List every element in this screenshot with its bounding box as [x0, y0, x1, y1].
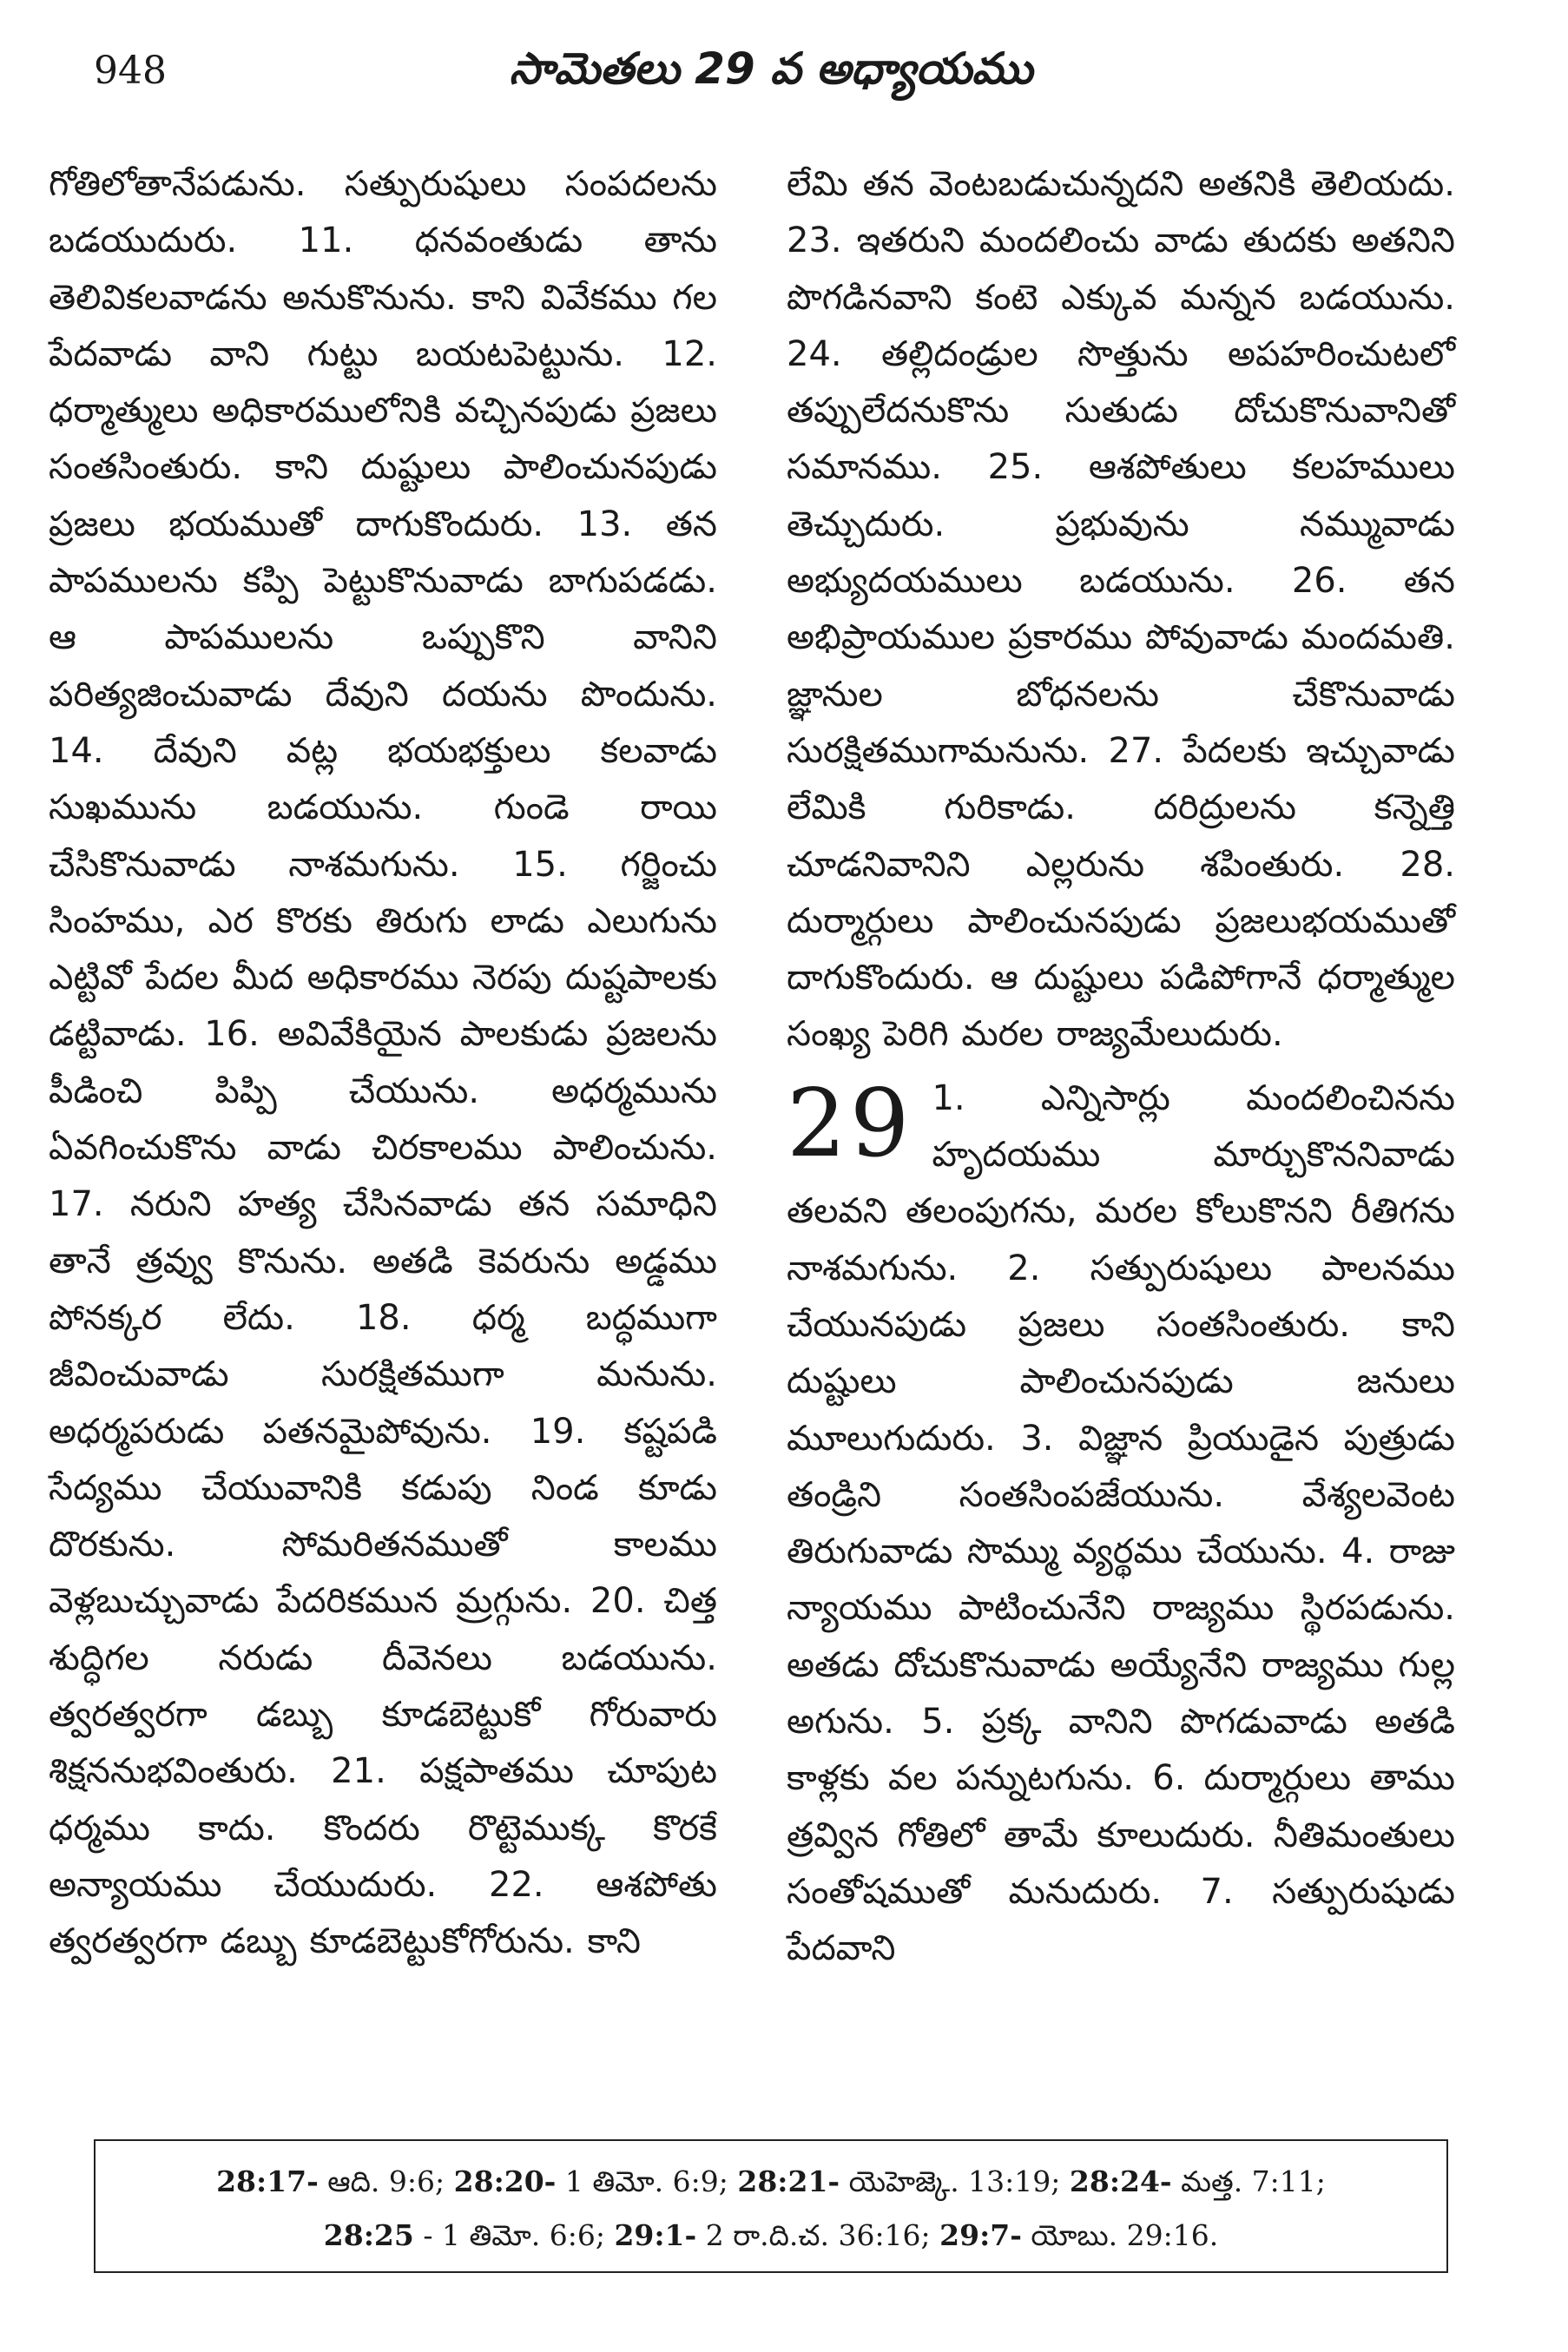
right-column [787, 156, 1455, 1978]
reference-label: 29:1- [614, 2218, 697, 2252]
chapter-title: సామెతలు 29 వ అధ్యాయము [509, 43, 1033, 94]
reference-label: 28:21- [737, 2164, 840, 2198]
references-line-2 [96, 2209, 1446, 2263]
reference-label: 28:24- [1069, 2164, 1172, 2198]
references-line-1 [96, 2155, 1446, 2209]
reference-text: ఆది. 9:6; [318, 2164, 454, 2198]
reference-text: - 1 తిమో. 6:6; [413, 2218, 615, 2252]
reference-text: యోబు. 29:16. [1021, 2218, 1219, 2252]
left-column-text: గోతిలోతానేపడును. సత్పురుషులు సంపదలను బడయుదురు. 11. ధనవంతుడు తాను తెలివికలవాడను అనుకొనును. కాని వివేకము గల పేదవాడు వాని గుట్టు బయటపెట్టును. 12. ధర్మాత్ములు అధికారములోనికి వచ్చినపుడు ప్రజలు సంతసింతురు. కాని దుష్టులు పాలించునపుడు ప్రజలు భయముతో దాగుకొందురు. 13. తన పాపములను కప్పి పెట్టుకొనువాడు బాగుపడడు. ఆ పాపములను ఒప్పుకొని వానిని పరిత్యజించువాడు దేవుని దయను పొందును. 14. దేవుని వట్ల భయభక్తులు కలవాడు సుఖమును బడయును. గుండె రాయి చేసికొనువాడు నాశమగును. 15. గర్జించు సింహము, ఎర కొరకు తిరుగు లాడు ఎలుగును ఎట్టివో పేదల మీద అధికారము నెరపు దుష్టపాలకు డట్టివాడు. 16. అవివేకియైన పాలకుడు ప్రజలను పీడించి పిప్పి చేయును. అధర్మమును ఏవగించుకొను వాడు చిరకాలము పాలించును. 17. నరుని హత్య చేసినవాడు తన సమాధిని తానే త్రవ్వు కొనును. అతడి కెవరును అడ్డము పోనక్కర లేదు. 18. ధర్మ బద్ధముగా జీవించువాడు సురక్షితముగా మనును. అధర్మపరుడు పతనమైపోవును. 19. కష్టపడి సేద్యము చేయువానికి కడుపు నిండ కూడు దొరకును. సోమరితనముతో కాలము వెళ్లబుచ్చువాడు పేదరికమున మ్రగ్గును. 20. చిత్త శుద్ధిగల నరుడు దీవెనలు బడయును. త్వరత్వరగా డబ్బు కూడబెట్టుకో గోరువారు శిక్షననుభవింతురు. 21. పక్షపాతము చూపుట ధర్మము కాదు. కొందరు రొట్టెముక్క కొరకే అన్యాయము చేయుదురు. 22. ఆశపోతు త్వరత్వరగా డబ్బు కూడబెట్టుకోగోరును. కాని [49, 164, 717, 1962]
reference-label: 28:20- [453, 2164, 557, 2198]
right-column-text-part1: లేమి తన వెంటబడుచున్నదని అతనికి తెలియదు. 23. ఇతరుని మందలించు వాడు తుదకు అతనిని పొగడినవాని కంటె ఎక్కువ మన్నన బడయును. 24. తల్లిదండ్రుల సొత్తును అపహరించుటలో తప్పులేదనుకొను సుతుడు దోచుకొనువానితో సమానము. 25. ఆశపోతులు కలహములు తెచ్చుదురు. ప్రభువును నమ్మువాడు అభ్యుదయములు బడయును. 26. తన అభిప్రాయముల ప్రకారము పోవువాడు మందమతి. జ్ఞానుల బోధనలను చేకొనువాడు సురక్షితముగామనును. 27. పేదలకు ఇచ్చువాడు లేమికి గురికాడు. దరిద్రులను కన్నెత్తి చూడనివానిని ఎల్లరును శపింతురు. 28. దుర్మార్గులు పాలించునపుడు ప్రజలుభయముతో దాగుకొందురు. ఆ దుష్టులు పడిపోగానే ధర్మాత్ముల సంఖ్య పెరిగి మరల రాజ్యమేలుదురు. [787, 164, 1455, 1055]
chapter-start [787, 1071, 1455, 1978]
reference-text: యెహెజ్కె. 13:19; [840, 2164, 1070, 2198]
reference-label: 28:25 [323, 2218, 414, 2252]
cross-references-box [94, 2139, 1448, 2273]
chapter-number: 29 [787, 1069, 913, 1178]
page-header [94, 42, 1448, 128]
page-number: 948 [94, 49, 167, 93]
reference-text: 1 తిమో. 6:9; [556, 2164, 738, 2198]
reference-text: మత్త. 7:11; [1171, 2164, 1326, 2198]
reference-label: 28:17- [216, 2164, 319, 2198]
right-column-text-part2: 1. ఎన్నిసార్లు మందలించినను హృదయము మార్చుకొననివాడు తలవని తలంపుగను, మరల కోలుకొనని రీతిగను నాశమగును. 2. సత్పురుషులు పాలనము చేయునపుడు ప్రజలు సంతసింతురు. కాని దుష్టులు పాలించునపుడు జనులు మూలుగుదురు. 3. విజ్ఞాన ప్రియుడైన పుత్రుడు తండ్రిని సంతసింపజేయును. వేశ్యలవెంట తిరుగువాడు సొమ్ము వ్యర్థము చేయును. 4. రాజు న్యాయము పాటించునేని రాజ్యము స్థిరపడును. అతడు దోచుకొనువాడు అయ్యేనేని రాజ్యము గుల్ల అగును. 5. ప్రక్క వానిని పొగడువాడు అతడి కాళ్లకు వల పన్నుటగును. 6. దుర్మార్గులు తాము త్రవ్విన గోతిలో తామే కూలుదురు. నీతిమంతులు సంతోషముతో మనుదురు. 7. సత్పురుషుడు పేదవాని [787, 1077, 1455, 1969]
reference-text: 2 రా.ది.చ. 36:16; [696, 2218, 940, 2252]
reference-label: 29:7- [939, 2218, 1022, 2252]
